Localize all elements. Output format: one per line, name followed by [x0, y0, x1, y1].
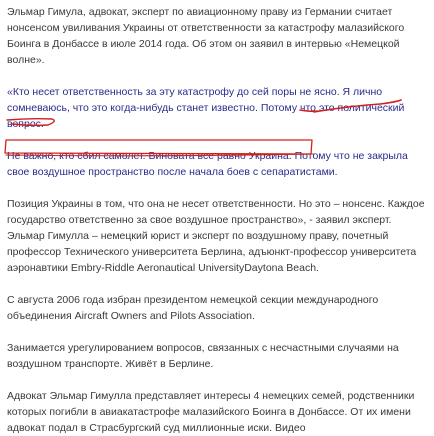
article-body [7, 4, 427, 436]
aopa-president-paragraph: С августа 2006 года избран президентом немецкой секции международного объединения Aircraft Owners and Pilots Association. [7, 294, 379, 322]
ukraine-position-paragraph: Позиция Украины в том, что она не несет ответственности. Но это – нонсенс. Каждое государство ответственно за свое воздушное пространство», - заявил эксперт. Эльмар Гимулла – немецкий юрист и эксперт по воздушному праву, почетный профессор Технического университета Берлина, адъюнкт-профессор университета аэронавтики Embry-Riddle Aeronautical UniversityDaytona Beach. [7, 198, 425, 274]
quote-paragraph-political-question: «Кто несет ответственность за эту катастрофу до сей поры не ясно. Я лично сомневаюсь, что это когда-нибудь станет известно. Потому что это политический вопрос. [7, 86, 405, 130]
air-accidents-paragraph: Занимается урегулированием вопросов, связанных с несчастными случаями на воздушном транспорте. Живёт в Берлине. [7, 342, 399, 370]
intro-paragraph: Эльмар Гимула, адвокат, эксперт по авиационному праву из Германии считает нонсенсом увиливания Украины от ответственности за катастрофу малазийского Боинга в Донбассе в июле 2014 года. Об этом он заявил в интервью «Немецкой волне». [7, 6, 405, 66]
quote-paragraph-ukraine-guilty: Не важно, кто сбил самолет. Виновата все равно Украина. Потому что не закрыла свое воздушное пространство после начала боев с сепаратистами. [7, 150, 408, 178]
lawsuits-paragraph: Адвокат Эльмар Гимулла представляет интересы 4 немецких семей, родственники которых погибли в авиакатастрофе малазийского Боинга в Донбассе. От их имени адвокат подал в Страсбургский суд миллионные иски. Видео [7, 390, 415, 434]
